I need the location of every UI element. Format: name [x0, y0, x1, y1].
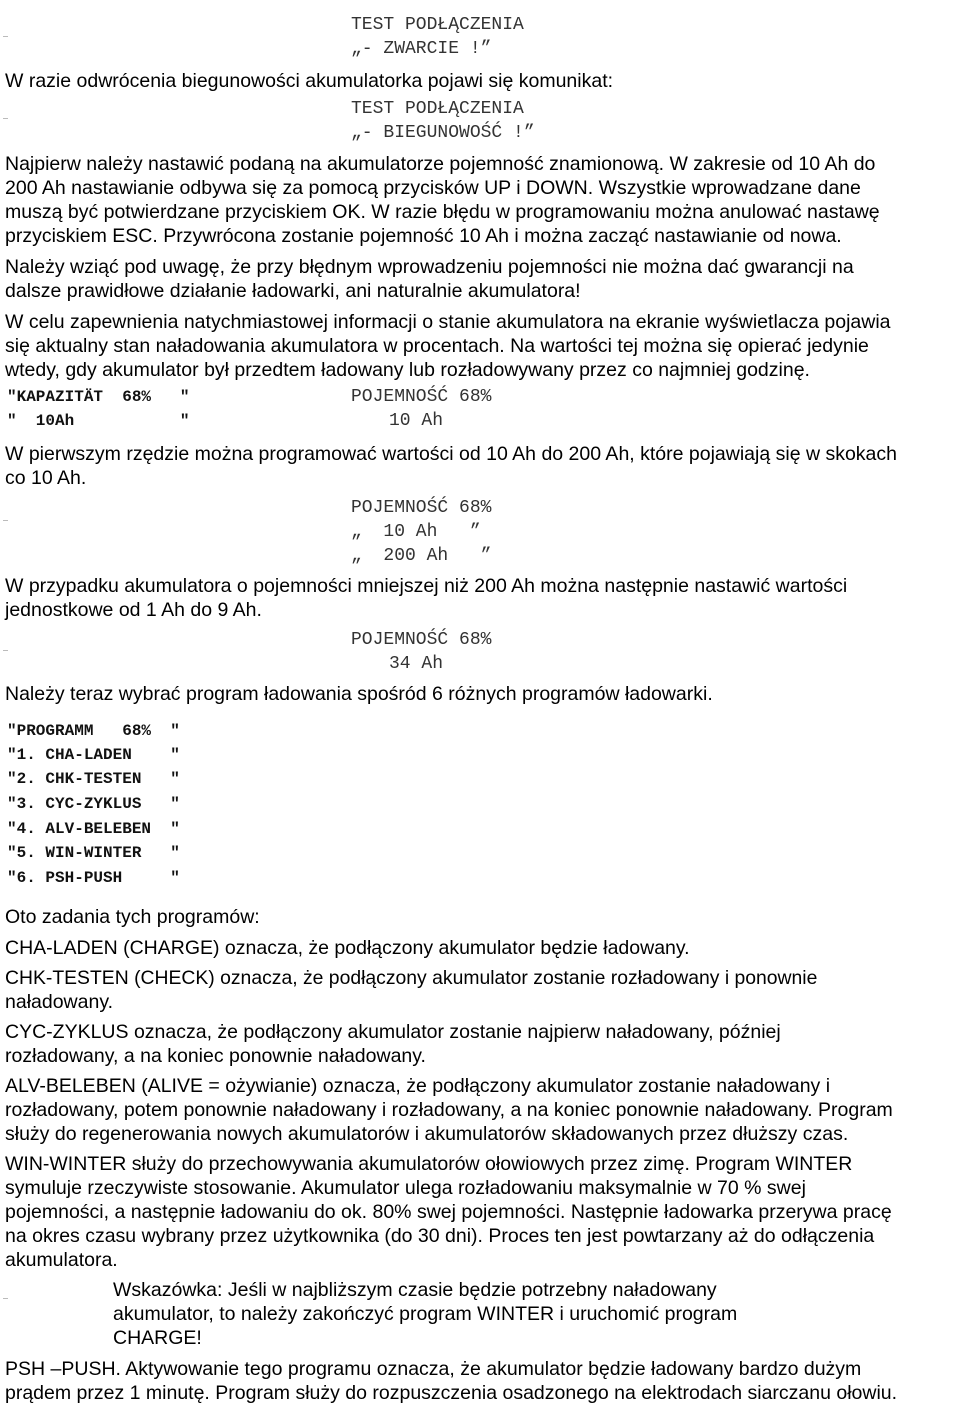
program-win-line: na okres czasu wybrany przez użytkownika (do 30 dni). Proces ten jest powtarzany aż do odłączenia: [5, 1225, 875, 1247]
display-small-line2: 34 Ah: [389, 654, 444, 674]
note-line: Wskazówka: Jeśli w najbliższym czasie będzie potrzebny naładowany: [113, 1279, 717, 1301]
german-display-line1: "KAPAZITÄT 68% ": [7, 388, 190, 406]
paragraph-select: Należy teraz wybrać program ładowania spośród 6 różnych programów ładowarki.: [5, 683, 713, 705]
display-range-line1: POJEMNOŚĆ 68%: [351, 498, 492, 518]
paragraph-capacity-line: przyciskiem ESC. Przywrócona zostanie pojemność 10 Ah i można zacząć nastawianie od nowa.: [5, 225, 842, 247]
program-display-line: "6. PSH-PUSH ": [7, 869, 180, 887]
program-chk-line: [5, 966, 957, 990]
display-polarity-line1: TEST PODŁĄCZENIA: [351, 99, 524, 119]
paragraph-capacity-line: Najpierw należy nastawić podaną na akumulatorze pojemność znamionową. W zakresie od 10 Ah do: [5, 153, 876, 175]
program-display-line: "PROGRAMM 68% ": [7, 722, 180, 740]
paragraph-small-line: jednostkowe od 1 Ah do 9 Ah.: [5, 599, 262, 621]
paragraph-info-line: się aktualny stan naładowania akumulatora w procentach. Na wartości tej można się opierać jedynie: [5, 335, 869, 357]
paragraph-tasks: Oto zadania tych programów:: [5, 906, 260, 928]
program-display-line: "3. CYC-ZYKLUS ": [7, 795, 180, 813]
program-display-line: "2. CHK-TESTEN ": [7, 770, 180, 788]
display-capacity-line2: 10 Ah: [389, 411, 444, 431]
program-win-line: WIN-WINTER służy do przechowywania akumulatorów ołowiowych przez zimę. Program WINTER: [5, 1153, 853, 1175]
paragraph-capacity-line: 200 Ah nastawianie odbywa się za pomocą przycisków UP i DOWN. Wszystkie wprowadzane dane: [5, 177, 861, 199]
paragraph-range-line: W pierwszym rzędzie można programować wartości od 10 Ah do 200 Ah, które pojawiają się w skokach: [5, 443, 897, 465]
paragraph-polarity: W razie odwrócenia biegunowości akumulatorka pojawi się komunikat:: [5, 70, 614, 92]
scan-speck: [3, 118, 8, 119]
program-cyc-line: CYC-ZYKLUS oznacza, że podłączony akumulator zostanie najpierw naładowany, później: [5, 1021, 781, 1043]
program-chk-line: naładowany.: [5, 991, 114, 1013]
program-win-line: symuluje rzeczywiste stosowanie. Akumulator ulega rozładowaniu maksymalnie w 70 % swej: [5, 1177, 806, 1199]
justified-text: CHK-TESTEN (CHECK) oznacza, że podłączony akumulator zostanie rozładowany i ponownie: [5, 967, 818, 989]
paragraph-warning-line: Należy wziąć pod uwagę, że przy błędnym wprowadzeniu pojemności nie można dać gwarancji na: [5, 256, 854, 278]
program-alv-line: ALV-BELEBEN (ALIVE = ożywianie) oznacza, że podłączony akumulator zostanie naładowany i: [5, 1075, 831, 1097]
scan-speck: [3, 650, 8, 651]
display-small-line1: POJEMNOŚĆ 68%: [351, 630, 492, 650]
display-capacity-line1: POJEMNOŚĆ 68%: [351, 387, 492, 407]
program-cyc-line: rozładowany, a na koniec ponownie naładowany.: [5, 1045, 426, 1067]
program-win-line: pojemności, a następnie ładowaniu do ok. 80% swej pojemności. Następnie ładowarka przerywa pracę: [5, 1201, 892, 1223]
paragraph-info-line: W celu zapewnienia natychmiastowej informacji o stanie akumulatora na ekranie wyświetlacza pojawia: [5, 311, 891, 333]
note-line: CHARGE!: [113, 1327, 202, 1349]
program-cha-description: CHA-LADEN (CHARGE) oznacza, że podłączony akumulator będzie ładowany.: [5, 937, 690, 959]
german-display-line2: " 10Ah ": [7, 412, 190, 430]
paragraph-capacity-line: muszą być potwierdzane przyciskiem OK. W razie błędu w programowaniu można anulować nastawę: [5, 201, 880, 223]
display-range-line3: „ 200 Ah ”: [351, 546, 492, 566]
program-psh-line: prądem przez 1 minutę. Program służy do rozpuszczenia osadzonego na elektrodach siarczanu ołowiu.: [5, 1382, 898, 1404]
scan-speck: [3, 36, 8, 37]
paragraph-range-line: co 10 Ah.: [5, 467, 87, 489]
paragraph-small-line: W przypadku akumulatora o pojemności mniejszej niż 200 Ah można następnie nastawić wartości: [5, 575, 848, 597]
program-alv-line: rozładowany, potem ponownie naładowany i rozładowany, a na koniec ponownie naładowany. Program: [5, 1099, 893, 1121]
display-test-line2: „- ZWARCIE !”: [351, 39, 492, 59]
display-polarity-line2: „- BIEGUNOWOŚĆ !”: [351, 123, 535, 143]
note-line: akumulator, to należy zakończyć program WINTER i uruchomić program: [113, 1303, 738, 1325]
program-psh-line: PSH –PUSH. Aktywowanie tego programu oznacza, że akumulator będzie ładowany bardzo dużym: [5, 1358, 862, 1380]
program-display-line: "1. CHA-LADEN ": [7, 746, 180, 764]
program-display-line: "4. ALV-BELEBEN ": [7, 820, 180, 838]
scan-speck: [3, 520, 8, 521]
display-test-line1: TEST PODŁĄCZENIA: [351, 15, 524, 35]
display-range-line2: „ 10 Ah ”: [351, 522, 481, 542]
program-display-line: "5. WIN-WINTER ": [7, 844, 180, 862]
program-win-line: akumulatora.: [5, 1249, 118, 1271]
scan-speck: [3, 1298, 8, 1299]
program-alv-line: służy do regenerowania nowych akumulatorów i akumulatorów składowanych przez dłuższy czas.: [5, 1123, 849, 1145]
paragraph-warning-line: dalsze prawidłowe działanie ładowarki, ani naturalnie akumulatora!: [5, 280, 581, 302]
paragraph-info-line: wtedy, gdy akumulator był przedtem ładowany lub rozładowywany przez co najmniej godzinę.: [5, 359, 810, 381]
